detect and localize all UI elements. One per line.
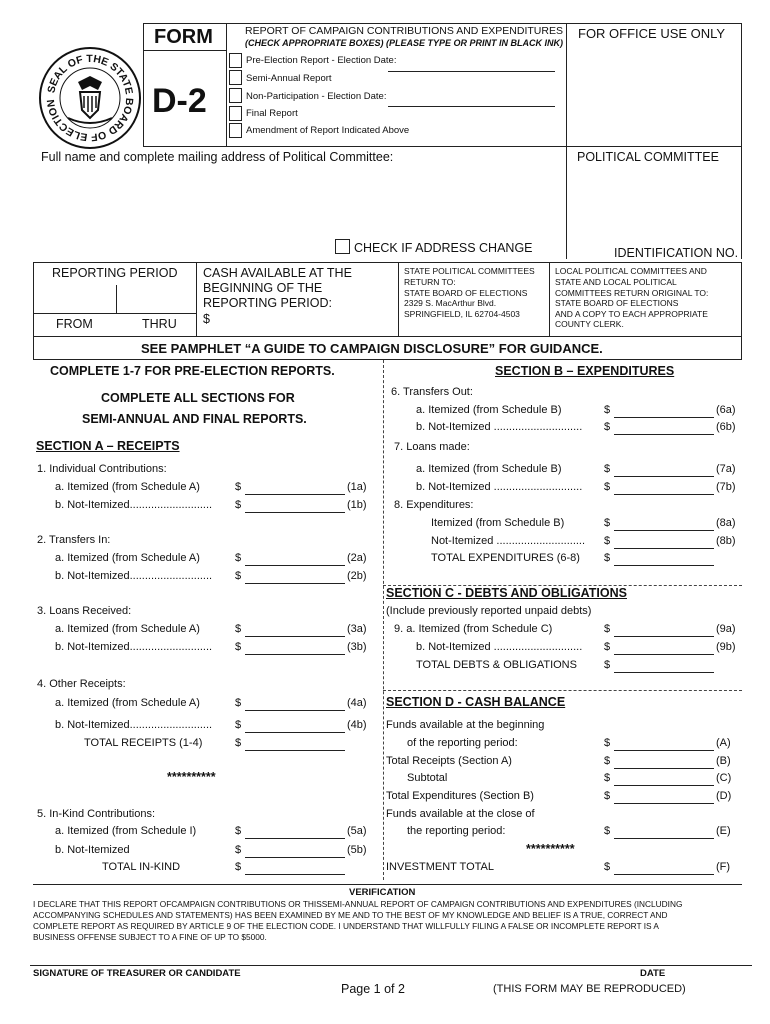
line-code: (9b) — [716, 641, 736, 653]
amount-input-line[interactable] — [614, 548, 714, 549]
amount-input-line[interactable] — [245, 583, 345, 584]
row-label: 5. In-Kind Contributions: — [37, 808, 156, 820]
dollar-sign: $ — [604, 641, 611, 653]
section-b-heading: SECTION B – EXPENDITURES — [495, 364, 675, 378]
non-participation-label: Non-Participation - Election Date: — [246, 91, 387, 102]
line-code: (7a) — [716, 463, 736, 475]
row-label: 3. Loans Received: — [37, 605, 132, 617]
row-label: Total Expenditures (Section B) — [386, 790, 534, 802]
line-code: (D) — [716, 790, 732, 802]
state-return-5: SPRINGFIELD, IL 62704-4503 — [404, 309, 520, 319]
amount-input-line[interactable] — [245, 874, 345, 875]
local-return-4: STATE BOARD OF ELECTIONS — [555, 298, 679, 308]
dollar-sign: $ — [604, 517, 611, 529]
row-label: Total Receipts (Section A) — [386, 755, 512, 767]
dollar-sign: $ — [235, 825, 242, 837]
dollar-sign: $ — [604, 861, 611, 873]
dollar-sign: $ — [604, 772, 611, 784]
amount-input-line[interactable] — [245, 512, 345, 513]
row-label: a. Itemized (from Schedule A) — [55, 697, 200, 709]
amount-input-line[interactable] — [614, 434, 714, 435]
address-change-checkbox[interactable] — [335, 239, 350, 254]
row-label: 4. Other Receipts: — [37, 678, 126, 690]
dollar-sign: $ — [235, 481, 242, 493]
pre-election-checkbox[interactable] — [229, 53, 242, 68]
line-code: (4a) — [347, 697, 367, 709]
address-change-label: CHECK IF ADDRESS CHANGE — [354, 241, 533, 255]
amount-input-line[interactable] — [614, 654, 714, 655]
final-report-label: Final Report — [246, 108, 298, 119]
dollar-sign: $ — [235, 570, 242, 582]
line-code: (F) — [716, 861, 731, 873]
line-code: (8b) — [716, 535, 736, 547]
from-label: FROM — [56, 317, 93, 331]
dollar-sign: $ — [235, 499, 242, 511]
local-return-5: AND A COPY TO EACH APPROPRIATE — [555, 309, 708, 319]
row-label: b. Not-Itemized — [55, 844, 130, 856]
line-code: (C) — [716, 772, 732, 784]
row-label: b. Not-Itemized ............................. — [416, 641, 583, 653]
line-code: (5b) — [347, 844, 367, 856]
page-number: Page 1 of 2 — [341, 982, 405, 996]
section-d-heading: SECTION D - CASH BALANCE — [386, 695, 566, 709]
line-code: (4b) — [347, 719, 367, 731]
amount-input-line[interactable] — [614, 494, 714, 495]
amount-input-line[interactable] — [614, 565, 714, 566]
line-code: (E) — [716, 825, 731, 837]
section-c-note: (Include previously reported unpaid debts) — [386, 605, 592, 617]
form-label: FORM — [154, 26, 213, 48]
pamphlet-notice: SEE PAMPHLET “A GUIDE TO CAMPAIGN DISCLOSURE” FOR GUIDANCE. — [141, 341, 603, 356]
line-code: (2a) — [347, 552, 367, 564]
semi-annual-checkbox[interactable] — [229, 70, 242, 85]
verification-line-3: COMPLETE REPORT AS REQUIRED BY ARTICLE 9 OF THE ELECTION CODE. I UNDERSTAND THAT WILLFULLY FILING A FALSE OR INCOMPLETE REPORT IS A — [33, 921, 659, 931]
amount-input-line[interactable] — [614, 750, 714, 751]
receipts-stars: ********** — [167, 770, 216, 784]
non-participation-checkbox[interactable] — [229, 88, 242, 103]
non-participation-date-line[interactable] — [388, 106, 555, 107]
verification-line-2: ACCOMPANYING SCHEDULES AND STATEMENTS) HAS BEEN EXAMINED BY ME AND TO THE BEST OF MY KNOWLEDGE AND BELIEF IS A TRUE, CORRECT AND — [33, 910, 668, 920]
dollar-sign: $ — [604, 755, 611, 767]
date-label: DATE — [640, 968, 666, 979]
signature-line[interactable] — [30, 965, 752, 966]
line-code: (3a) — [347, 623, 367, 635]
state-seal — [38, 46, 142, 150]
line-code: (8a) — [716, 517, 736, 529]
dollar-sign: $ — [235, 641, 242, 653]
row-label: a. Itemized (from Schedule A) — [55, 623, 200, 635]
row-label: a. Itemized (from Schedule A) — [55, 552, 200, 564]
local-return-1: LOCAL POLITICAL COMMITTEES AND — [555, 266, 707, 276]
amount-input-line[interactable] — [245, 710, 345, 711]
dollar-sign: $ — [235, 623, 242, 635]
thru-label: THRU — [142, 317, 177, 331]
verification-line-1: I DECLARE THAT THIS REPORT OFCAMPAIGN CONTRIBUTIONS OR THISSEMI-ANNUAL REPORT OF CAMPAIGN CONTRIBUTIONS AND EXPENDITURES (INCLUDING — [33, 899, 683, 909]
row-label: 9. a. Itemized (from Schedule C) — [394, 623, 553, 635]
amount-input-line[interactable] — [245, 654, 345, 655]
dollar-sign: $ — [604, 552, 611, 564]
dollar-sign: $ — [235, 844, 242, 856]
amount-input-line[interactable] — [614, 530, 714, 531]
dollar-sign: $ — [235, 552, 242, 564]
local-return-2: STATE AND LOCAL POLITICAL — [555, 277, 677, 287]
amount-input-line[interactable] — [614, 672, 714, 673]
dollar-sign: $ — [235, 719, 242, 731]
pre-election-label: Pre-Election Report - Election Date: — [246, 55, 397, 66]
state-return-1: STATE POLITICAL COMMITTEES — [404, 266, 535, 276]
line-code: (6b) — [716, 421, 736, 433]
cash-label-line3: REPORTING PERIOD: — [203, 296, 332, 310]
amount-input-line[interactable] — [614, 636, 714, 637]
amount-input-line[interactable] — [614, 838, 714, 839]
line-code: (6a) — [716, 404, 736, 416]
amount-input-line[interactable] — [245, 750, 345, 751]
row-label: a. Itemized (from Schedule B) — [416, 463, 562, 475]
form-title: REPORT OF CAMPAIGN CONTRIBUTIONS AND EXPENDITURES — [245, 25, 563, 37]
amount-input-line[interactable] — [245, 565, 345, 566]
dollar-sign: $ — [604, 790, 611, 802]
line-code: (2b) — [347, 570, 367, 582]
local-return-3: COMMITTEES RETURN ORIGINAL TO: — [555, 288, 709, 298]
row-label: a. Itemized (from Schedule B) — [416, 404, 562, 416]
dollar-sign: $ — [604, 463, 611, 475]
line-code: (B) — [716, 755, 731, 767]
row-label: INVESTMENT TOTAL — [386, 861, 494, 873]
section-a-heading: SECTION A – RECEIPTS — [36, 439, 180, 453]
dollar-sign: $ — [235, 737, 242, 749]
verification-line-4: BUSINESS OFFENSE SUBJECT TO A FINE OF UP TO $5000. — [33, 932, 267, 942]
dollar-sign: $ — [604, 659, 611, 671]
dollar-sign: $ — [604, 481, 611, 493]
verification-title: VERIFICATION — [349, 887, 416, 898]
signature-label: SIGNATURE OF TREASURER OR CANDIDATE — [33, 968, 241, 979]
amount-input-line[interactable] — [245, 838, 345, 839]
row-label: b. Not-Itemized........................... — [55, 499, 213, 511]
amount-input-line[interactable] — [614, 476, 714, 477]
office-use-label: FOR OFFICE USE ONLY — [578, 26, 726, 41]
row-label: TOTAL IN-KIND — [102, 861, 181, 873]
row-label: Not-Itemized ............................. — [431, 535, 586, 547]
row-label: b. Not-Itemized........................... — [55, 719, 213, 731]
committee-name-label: Full name and complete mailing address of Political Committee: — [41, 150, 394, 164]
row-label: Subtotal — [407, 772, 448, 784]
row-label: a. Itemized (from Schedule A) — [55, 481, 200, 493]
line-code: (3b) — [347, 641, 367, 653]
row-label: b. Not-Itemized........................... — [55, 570, 213, 582]
amount-input-line[interactable] — [245, 732, 345, 733]
row-label: TOTAL DEBTS & OBLIGATIONS — [416, 659, 577, 671]
amount-input-line[interactable] — [245, 636, 345, 637]
semi-annual-label: Semi-Annual Report — [246, 73, 332, 84]
row-label: Funds available at the beginning — [386, 719, 545, 731]
dollar-sign: $ — [604, 737, 611, 749]
line-code: (7b) — [716, 481, 736, 493]
state-return-3: STATE BOARD OF ELECTIONS — [404, 288, 528, 298]
local-return-6: COUNTY CLERK. — [555, 319, 624, 329]
amount-input-line[interactable] — [614, 768, 714, 769]
identification-label: IDENTIFICATION NO. — [614, 246, 739, 260]
line-code: (1b) — [347, 499, 367, 511]
political-committee-label: POLITICAL COMMITTEE — [577, 150, 719, 164]
dollar-sign: $ — [604, 623, 611, 635]
pre-election-date-line[interactable] — [388, 71, 555, 72]
dollar-sign: $ — [604, 404, 611, 416]
reporting-period-label: REPORTING PERIOD — [52, 266, 178, 280]
row-label: 7. Loans made: — [394, 441, 470, 453]
svg-text:SEAL OF THE STATE BOARD OF ELE: SEAL OF THE STATE BOARD OF ELECTION — [44, 52, 136, 144]
row-label: the reporting period: — [407, 825, 506, 837]
dollar-sign: $ — [604, 421, 611, 433]
form-number: D-2 — [152, 82, 207, 120]
complete-all-line1: COMPLETE ALL SECTIONS FOR — [101, 391, 295, 405]
line-code: (A) — [716, 737, 731, 749]
amendment-checkbox[interactable] — [229, 123, 242, 138]
row-label: b. Not-Itemized ............................. — [416, 481, 583, 493]
amendment-label: Amendment of Report Indicated Above — [246, 125, 410, 136]
dollar-sign: $ — [235, 861, 242, 873]
cash-label-line1: CASH AVAILABLE AT THE — [203, 266, 352, 280]
row-label: b. Not-Itemized........................... — [55, 641, 213, 653]
dollar-sign: $ — [235, 697, 242, 709]
row-label: b. Not-Itemized ............................. — [416, 421, 583, 433]
row-label: 2. Transfers In: — [37, 534, 111, 546]
amount-input-line[interactable] — [245, 857, 345, 858]
state-return-4: 2329 S. MacArthur Blvd. — [404, 298, 497, 308]
cash-label-line2: BEGINNING OF THE — [203, 281, 323, 295]
cash-balance-stars: ********** — [526, 842, 575, 856]
row-label: TOTAL RECEIPTS (1-4) — [84, 737, 203, 749]
form-instructions: (CHECK APPROPRIATE BOXES) (PLEASE TYPE OR PRINT IN BLACK INK) — [245, 38, 564, 48]
dollar-sign: $ — [604, 825, 611, 837]
section-c-heading: SECTION C - DEBTS AND OBLIGATIONS — [386, 586, 627, 600]
row-label: Funds available at the close of — [386, 808, 535, 820]
row-label: 6. Transfers Out: — [391, 386, 473, 398]
complete-pre-election: COMPLETE 1-7 FOR PRE-ELECTION REPORTS. — [50, 364, 335, 378]
line-code: (5a) — [347, 825, 367, 837]
amount-input-line[interactable] — [614, 417, 714, 418]
row-label: 1. Individual Contributions: — [37, 463, 167, 475]
row-label: a. Itemized (from Schedule I) — [55, 825, 197, 837]
complete-all-line2: SEMI-ANNUAL AND FINAL REPORTS. — [82, 412, 307, 426]
cash-dollar: $ — [203, 312, 210, 326]
row-label: of the reporting period: — [407, 737, 518, 749]
row-label: 8. Expenditures: — [394, 499, 474, 511]
dollar-sign: $ — [604, 535, 611, 547]
row-label: Itemized (from Schedule B) — [431, 517, 565, 529]
row-label: TOTAL EXPENDITURES (6-8) — [431, 552, 580, 564]
reproduce-note: (THIS FORM MAY BE REPRODUCED) — [493, 983, 686, 995]
state-return-2: RETURN TO: — [404, 277, 456, 287]
line-code: (9a) — [716, 623, 736, 635]
amount-input-line[interactable] — [245, 494, 345, 495]
amount-input-line[interactable] — [614, 874, 714, 875]
amount-input-line[interactable] — [614, 785, 714, 786]
final-report-checkbox[interactable] — [229, 106, 242, 121]
line-code: (1a) — [347, 481, 367, 493]
amount-input-line[interactable] — [614, 803, 714, 804]
